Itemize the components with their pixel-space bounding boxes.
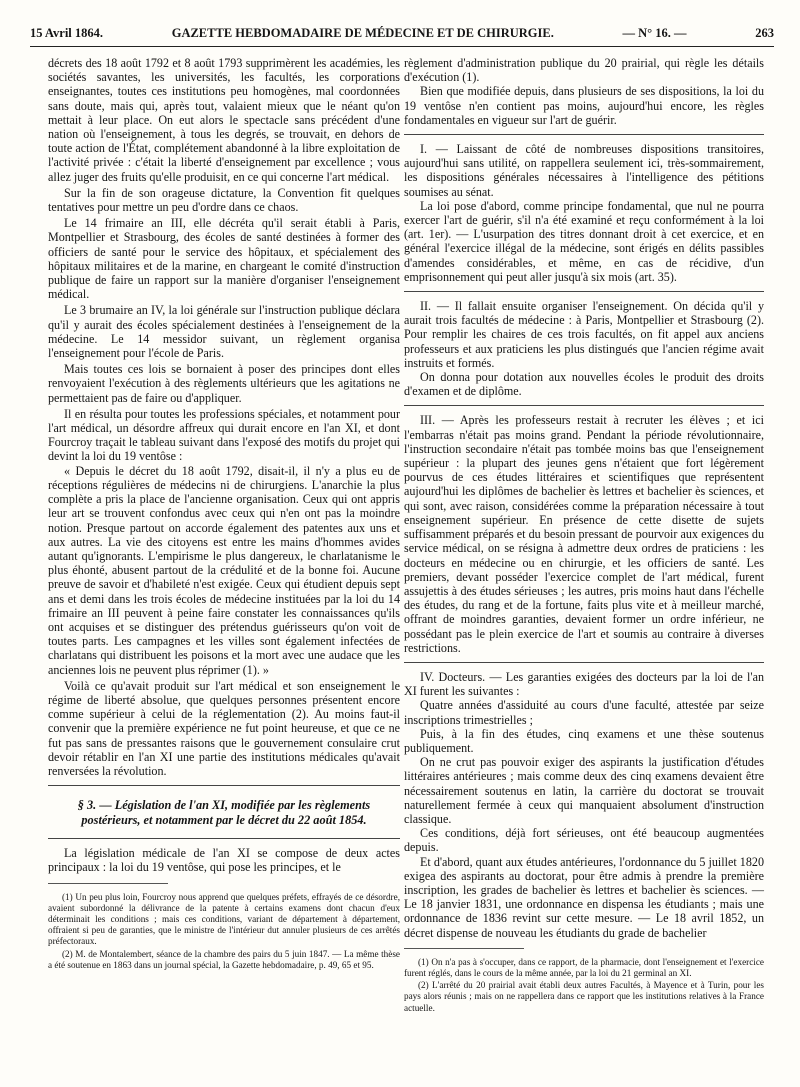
section-heading: § 3. — Législation de l'an XI, modifiée par les règlements postérieurs, et notamment par le décret du 22 août 1854. bbox=[77, 798, 371, 828]
paragraph: II. — Il fallait ensuite organiser l'enseignement. On décida qu'il y aurait trois facultés de médecine : à Paris, Montpellier et Strasbourg (2). Pour remplir les chaires de ces trois facultés, on fit appel aux anciens professeurs et aux praticiens les plus distingués que l'ancien régime avait instruits et formés. bbox=[404, 299, 764, 370]
footnotes bbox=[404, 957, 764, 1014]
running-header bbox=[30, 24, 774, 42]
section-divider bbox=[48, 785, 400, 786]
paragraph: Le 3 brumaire an IV, la loi générale sur l'instruction publique déclara qu'il y aurait des écoles spécialement destinées à l'enseignement de la médecine. Le 14 messidor suivant, un règlement organisa l'enseignement pour l'école de Paris. bbox=[48, 303, 400, 361]
section-divider bbox=[404, 291, 764, 292]
paragraph: Il en résulta pour toutes les professions spéciales, et notamment pour l'art médical, un désordre affreux qui durait encore en l'an XI, et dont Fourcroy traçait le tableau suivant dans l'exposé des motifs du projet qui devint la loi du 19 ventôse : bbox=[48, 406, 400, 464]
paragraph: Puis, à la fin des études, cinq examens et une thèse soutenus publiquement. bbox=[404, 726, 764, 755]
header-page-number: 263 bbox=[755, 25, 774, 40]
paragraph: On ne crut pas pouvoir exiger des aspirants la justification d'études littéraires antérieures ; mais comme deux des cinq examens devaient être nécessairement soutenus en latin, la carrière du doctorat se trouvait naturellement fermée à ceux qui manquaient absolument d'instruction classique. bbox=[404, 755, 764, 826]
section-divider bbox=[48, 838, 400, 839]
footnote-rule bbox=[404, 948, 524, 949]
section-divider bbox=[404, 134, 764, 135]
paragraph: règlement d'administration publique du 20 prairial, qui règle les détails d'exécution (1). bbox=[404, 56, 764, 85]
paragraph: La législation médicale de l'an XI se compose de deux actes principaux : la loi du 19 ventôse, qui pose les principes, et le bbox=[48, 846, 400, 875]
paragraph: Quatre années d'assiduité au cours d'une faculté, attestée par seize inscriptions trimestrielles ; bbox=[404, 698, 764, 727]
paragraph: Sur la fin de son orageuse dictature, la Convention fit quelques tentatives pour mettre un peu d'ordre dans ce chaos. bbox=[48, 185, 400, 215]
right-column bbox=[404, 56, 764, 1015]
footnote: (2) M. de Montalembert, séance de la chambre des pairs du 5 juin 1847. — La même thèse a été soutenue en 1863 dans un journal spécial, la Gazette hebdomadaire, p. 49, 65 et 95. bbox=[48, 948, 400, 970]
paragraph: On donna pour dotation aux nouvelles écoles le produit des droits d'examen et de diplôme. bbox=[404, 370, 764, 399]
section-divider bbox=[404, 662, 764, 663]
paragraph: La loi pose d'abord, comme principe fondamental, que nul ne pourra exercer l'art de guérir, s'il n'a été examiné et reçu conformément à la loi (art. 1er). — L'usurpation des titres donnant droit à cet exercice, et en général l'exercice illégal de la médecine, sont érigés en délits passibles d'amendes considérables, et même, en cas de récidive, d'un emprisonnement qui peut aller jusqu'à six mois (art. 35). bbox=[404, 198, 764, 284]
paragraph: Mais toutes ces lois se bornaient à poser des principes dont elles renvoyaient l'exécution à des règlements ultérieurs que les agitations ne permettaient pas de faire ou d'appliquer. bbox=[48, 362, 400, 405]
footnotes bbox=[48, 892, 400, 971]
paragraph: Bien que modifiée depuis, dans plusieurs de ses dispositions, la loi du 19 ventôse n'en contient pas moins, aujourd'hui encore, les règles fondamentales en vigueur sur l'art de guérir. bbox=[404, 84, 764, 127]
paragraph: décrets des 18 août 1792 et 8 août 1793 supprimèrent les académies, les sociétés savantes, les universités, les facultés, les corporations enseignantes, toutes ces institutions peu homogènes, mal coordonnées sans doute, mais qui, après tout, valaient mieux que le néant qu'on mettait à leur place. On eut alors le spectacle sans précédent d'une nation où l'enseignement, à tous les degrés, se trouvait, en dehors de toute action de l'État, complétement abandonné à la libre exploitation de l'activité privée : c'était la liberté d'enseignement par excellence ; vous allez juger des fruits qu'elle produisit, en ce qui concerne l'art médical. bbox=[48, 56, 400, 184]
header-date: 15 Avril 1864. bbox=[30, 25, 104, 40]
paragraph: Le 14 frimaire an III, elle décréta qu'il serait établi à Paris, Montpellier et Strasbourg, des écoles de santé destinées à former des officiers de santé pour le service des hôpitaux, et spécialement des hôpitaux militaires et de la marine, en chargeant le comité d'instruction publique de faire un rapport sur la manière d'organiser l'enseignement médical. bbox=[48, 216, 400, 302]
footnote: (2) L'arrêté du 20 prairial avait établi deux autres Facultés, à Mayence et à Turin, pour les pays alors réunis ; mais on ne rappellera dans ce rapport que les institutions relatives à la France actuelle. bbox=[404, 980, 764, 1013]
header-title: GAZETTE HEBDOMADAIRE DE MÉDECINE ET DE CHIRURGIE. bbox=[171, 25, 554, 40]
paragraph: Ces conditions, déjà fort sérieuses, ont été beaucoup augmentées depuis. bbox=[404, 826, 764, 855]
section-divider bbox=[404, 405, 764, 406]
header-issue: — N° 16. — bbox=[622, 25, 687, 40]
paragraph: Et d'abord, quant aux études antérieures, l'ordonnance du 5 juillet 1820 exigea des aspirants au doctorat, pour être admis à prendre la première inscription, les grades de bachelier ès lettres et bachelier ès sciences. — Le 18 janvier 1831, une ordonnance en dispensa les étudiants ; mais une ordonnance de 1836 revint sur cette mesure. — Le 18 avril 1852, un décret dispense de nouveau les étudiants du grade de bachelier bbox=[404, 854, 764, 940]
left-column bbox=[48, 56, 400, 972]
paragraph: I. — Laissant de côté de nombreuses dispositions transitoires, aujourd'hui sans utilité, on rappellera seulement ici, très-sommairement, les dispositions générales nécessaires à l'intelligence des pétitions soumises au sénat. bbox=[404, 142, 764, 199]
paragraph: Voilà ce qu'avait produit sur l'art médical et son enseignement le régime de liberté absolue, que quelques personnes présentent encore comme supérieur à celui de la réglementation (2). Au moins faut-il convenir que la première expérience ne fut point heureuse, et que ce ne fut pas sans de pressantes raisons que le gouvernement consulaire crut devoir rétablir en l'an XI une partie des institutions médicales qu'avait renversées la révolution. bbox=[48, 678, 400, 778]
quotation: « Depuis le décret du 18 août 1792, disait-il, il n'y a plus eu de réceptions régulières de médecins ni de chirurgiens. L'anarchie la plus complète a pris la place de l'ancienne organisation. Ceux qui ont appris leur art se trouvent confondus avec ceux qui n'en ont pas la moindre notion. Presque partout on accorde également des patentes aux uns et aux autres. La vie des citoyens est entre les mains d'hommes avides autant qu'ignorants. L'empirisme le plus dangereux, le charlatanisme le plus éhonté, abusent partout de la crédulité et de la bonne foi. Aucune preuve de savoir et d'habileté n'est exigée. Ceux qui étudient depuis sept ans et demi dans les trois écoles de médecine instituées par la loi du 14 frimaire an III peuvent à peine faire constater les connaissances qu'ils ont acquises et se distinguer des prétendus guérisseurs qu'on voit de toutes parts. Les campagnes et les villes sont également infectées de charlatans qui distribuent les poisons et la mort avec une audace que les anciennes lois ne peuvent plus réprimer (1). » bbox=[48, 463, 400, 677]
paragraph: IV. Docteurs. — Les garanties exigées des docteurs par la loi de l'an XI furent les suivantes : bbox=[404, 669, 764, 699]
paragraph: III. — Après les professeurs restait à recruter les élèves ; et ici l'embarras n'était pas moins grand. Pendant la période révolutionnaire, l'instruction secondaire n'était pas tombée moins bas que l'enseignement supérieur : la plupart des jeunes gens n'étaient que fort légèrement pourvus de ces études littéraires et scientifiques que représentent aujourd'hui les diplômes de bachelier ès lettres et bachelier ès sciences, et qui sont, avec raison, considérées comme la préparation nécessaire à tout enseignement supérieur. En présence de cette disette de sujets suffisamment préparés et du besoin pressant de pourvoir aux exigences du service médical, on se résigna à admettre deux ordres de praticiens : les docteurs en médecine ou en chirurgie, et les officiers de santé. Les premiers, devant posséder l'exercice complet de l'art médical, furent assujettis à des études sérieuses ; les autres, pris moins haut dans l'échelle des études, du rang et de la fortune, faits plus vite et à meilleur marché, offrant de moindres garanties, devaient former un ordre inférieur, ne possédant pas le plein exercice de l'art et soumis au contraire à diverses restrictions. bbox=[404, 413, 764, 655]
footnote: (1) Un peu plus loin, Fourcroy nous apprend que quelques préfets, effrayés de ce désordre, avaient subordonné la délivrance de la patente à certains examens dont chacun d'eux déterminait les conditions ; mais ces conditions, variant de département à département, offraient si peu de garanties, que le ministre de l'intérieur dut annuler plusieurs de ces arrêtés préfectoraux. bbox=[48, 891, 400, 947]
footnote-rule bbox=[48, 883, 168, 884]
footnote: (1) On n'a pas à s'occuper, dans ce rapport, de la pharmacie, dont l'enseignement et l'exercice furent réglés, dans le cours de la même année, par la loi du 21 germinal an XI. bbox=[404, 956, 764, 978]
header-rule bbox=[30, 46, 774, 47]
